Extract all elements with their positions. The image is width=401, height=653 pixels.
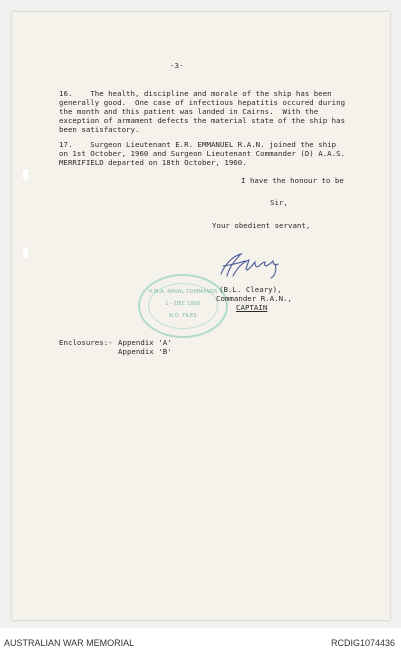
received-stamp — [138, 274, 228, 338]
paragraph-16-line-3: the month and this patient was landed in Cairns. With the — [59, 107, 319, 116]
paragraph-16-line-1: 16. The health, discipline and morale of the ship has been — [59, 89, 332, 98]
footer-archive-name: AUSTRALIAN WAR MEMORIAL — [4, 638, 135, 648]
stamp-line-1: H.M.A. NAVAL COMMANDS — [148, 290, 218, 295]
signatory-rank: Commander R.A.N., — [216, 294, 292, 303]
paragraph-16-line-5: been satisfactory. — [59, 125, 140, 134]
enclosures-label: Enclosures:- — [59, 338, 113, 347]
paragraph-17-line-1: 17. Surgeon Lieutenant E.R. EMMANUEL R.A.N. joined the ship — [59, 140, 337, 149]
page-number: -3- — [170, 61, 184, 70]
enclosure-item-2: Appendix 'B' — [118, 347, 172, 356]
closing-sir: Sir, — [270, 198, 288, 207]
punch-hole-bottom — [22, 246, 29, 259]
closing-honour: I have the honour to be — [241, 176, 344, 185]
footer-record-id: RCDIG1074436 — [330, 638, 395, 648]
paragraph-16-line-4: exception of armament defects the material state of the ship has — [59, 116, 346, 125]
paragraph-17-line-3: MERRIFIELD departed on 18th October, 1960. — [59, 158, 247, 167]
closing-servant: Your obedient servant, — [212, 221, 311, 230]
stamp-line-3: N.O. FILES — [169, 314, 197, 319]
handwritten-signature — [215, 246, 295, 282]
paragraph-16-line-2: generally good. One case of infectious hepatitis occured during — [59, 98, 346, 107]
stamp-line-2: 1 - DEC 1960 — [165, 302, 201, 307]
enclosure-item-1: Appendix 'A' — [118, 338, 172, 347]
paragraph-17-line-2: on 1st October, 1960 and Surgeon Lieutenant Commander (D) A.A.S. — [59, 149, 346, 158]
punch-hole-top — [22, 168, 29, 181]
signatory-name: (B.L. Cleary), — [219, 285, 282, 294]
signatory-title: CAPTAIN — [236, 303, 268, 312]
